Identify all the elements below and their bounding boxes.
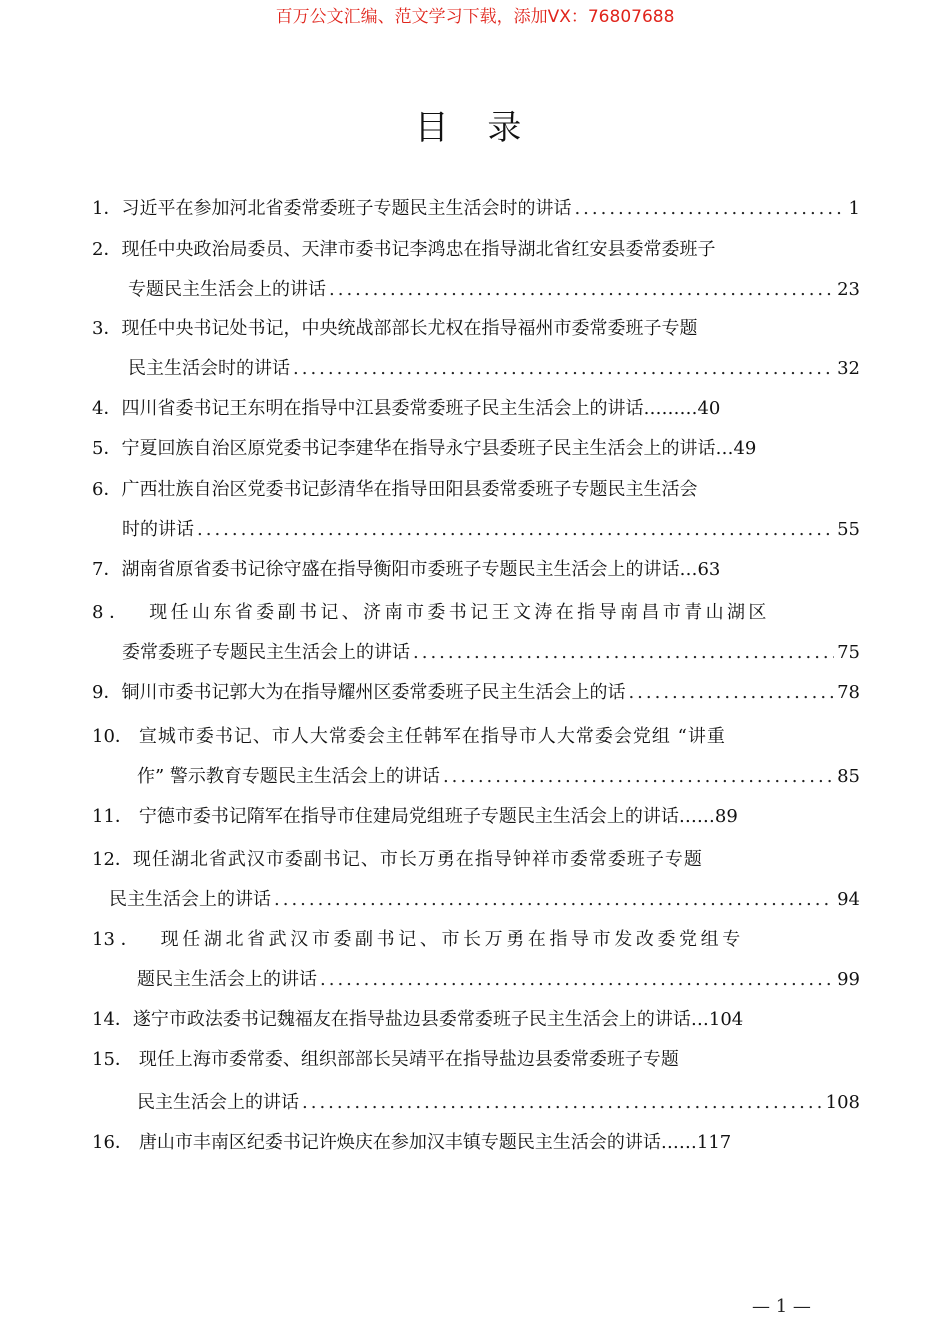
entry-page: 108	[825, 1092, 860, 1113]
entry-number: 12．	[92, 849, 133, 870]
toc-entry-9[interactable]	[92, 681, 860, 705]
ellipsis-leader: …	[679, 559, 698, 580]
entry-title-cont: 专题民主生活会上的讲话	[128, 279, 326, 300]
dot-leader	[443, 765, 834, 789]
entry-page: 32	[837, 358, 860, 379]
toc-entry-12[interactable]	[92, 848, 703, 872]
entry-title: 现任山东省委副书记、济南市委书记王文涛在指导南昌市青山湖区	[149, 602, 770, 623]
dot-leader	[302, 1091, 823, 1115]
entry-number: 4．	[92, 398, 122, 419]
toc-entry-2[interactable]	[92, 238, 715, 262]
entry-title: 现任中央书记处书记，中央统战部部长尤权在指导福州市委常委班子专题	[121, 318, 698, 339]
toc-entry-2-cont[interactable]	[128, 278, 860, 302]
toc-entry-8-cont[interactable]	[122, 641, 860, 665]
toc-entry-10[interactable]	[92, 725, 726, 749]
entry-page: 1	[848, 198, 860, 219]
toc-entry-6-cont[interactable]	[122, 518, 860, 542]
entry-title: 现任上海市委常委、组织部部长吴靖平在指导盐边县委常委班子专题	[138, 1049, 679, 1070]
toc-entry-14[interactable]	[92, 1008, 743, 1032]
dot-leader	[320, 968, 834, 992]
entry-number: 11．	[92, 806, 133, 827]
entry-page: 99	[837, 969, 860, 990]
entry-title-cont: 民主生活会上的讲话	[109, 889, 271, 910]
entry-page: 78	[837, 682, 860, 703]
toc-entry-10-cont[interactable]	[137, 765, 860, 789]
ellipsis-leader: …	[715, 438, 734, 459]
entry-number: 13 ．	[92, 929, 139, 950]
dot-leader	[413, 641, 834, 665]
dot-leader	[197, 518, 834, 542]
toc-entry-16[interactable]	[92, 1131, 731, 1155]
toc-entry-13-cont[interactable]	[137, 968, 860, 992]
entry-page: 63	[697, 559, 721, 580]
entry-page: 40	[697, 398, 721, 419]
dot-leader	[293, 357, 834, 381]
dot-leader	[574, 197, 845, 221]
toc-entry-1[interactable]	[92, 197, 860, 221]
entry-number: 16．	[92, 1132, 133, 1153]
entry-title: 唐山市丰南区纪委书记许焕庆在参加汉丰镇专题民主生活会的讲话	[138, 1132, 661, 1153]
entry-title-cont: 作” 警示教育专题民主生活会上的讲话	[137, 766, 440, 787]
entry-page: 89	[714, 806, 738, 827]
page-title: 目 录	[414, 108, 536, 148]
entry-title: 宁德市委书记隋军在指导市住建局党组班子专题民主生活会上的讲话	[138, 806, 679, 827]
entry-title-cont: 民主生活会时的讲话	[128, 358, 290, 379]
entry-number: 6．	[92, 479, 122, 500]
toc-entry-5[interactable]	[92, 437, 756, 461]
entry-number: 1．	[92, 198, 122, 219]
entry-page: 75	[837, 642, 860, 663]
entry-title: 湖南省原省委书记徐守盛在指导衡阳市委班子专题民主生活会上的讲话	[121, 559, 680, 580]
entry-page: 55	[837, 519, 860, 540]
entry-title: 现任湖北省武汉市委副书记、市长万勇在指导钟祥市委常委班子专题	[132, 849, 703, 870]
entry-page: 49	[733, 438, 757, 459]
toc-entry-3[interactable]	[92, 317, 697, 341]
entry-number: 15．	[92, 1049, 133, 1070]
entry-number: 3．	[92, 318, 122, 339]
entry-number: 9．	[92, 682, 122, 703]
dot-leader	[628, 681, 834, 705]
entry-number: 8 ．	[92, 602, 128, 623]
toc-entry-6[interactable]	[92, 478, 697, 502]
entry-page: 85	[837, 766, 860, 787]
toc-entry-4[interactable]	[92, 397, 720, 421]
entry-title: 宣城市委书记、市人大常委会主任韩军在指导市人大常委会党组 “讲重	[138, 726, 726, 747]
ellipsis-leader: ……	[678, 806, 715, 827]
page-number: — 1 —	[752, 1296, 811, 1317]
entry-page: 117	[696, 1132, 732, 1153]
ellipsis-leader: ……	[660, 1132, 697, 1153]
ellipsis-leader: …	[690, 1009, 709, 1030]
watermark-banner: 百万公文汇编、范文学习下载，添加VX：76807688	[275, 7, 675, 27]
entry-title: 习近平在参加河北省委常委班子专题民主生活会时的讲话	[121, 198, 572, 219]
entry-title-cont: 委常委班子专题民主生活会上的讲话	[122, 642, 410, 663]
entry-title: 现任中央政治局委员、天津市委书记李鸿忠在指导湖北省红安县委常委班子	[121, 239, 716, 260]
entry-number: 5．	[92, 438, 122, 459]
ellipsis-leader: ………	[643, 398, 698, 419]
toc-entry-13[interactable]	[92, 928, 744, 952]
dot-leader	[329, 278, 834, 302]
dot-leader	[274, 888, 834, 912]
toc-entry-11[interactable]	[92, 805, 738, 829]
toc-entry-15[interactable]	[92, 1048, 679, 1072]
entry-title: 铜川市委书记郭大为在指导耀州区委常委班子民主生活会上的话	[121, 682, 626, 703]
entry-title-cont: 民主生活会上的讲话	[137, 1092, 299, 1113]
entry-number: 2．	[92, 239, 122, 260]
entry-title: 宁夏回族自治区原党委书记李建华在指导永宁县委班子民主生活会上的讲话	[121, 438, 716, 459]
entry-number: 14．	[92, 1009, 133, 1030]
toc-entry-12-cont[interactable]	[109, 888, 860, 912]
entry-title-cont: 题民主生活会上的讲话	[137, 969, 317, 990]
entry-number: 10．	[92, 726, 133, 747]
entry-title: 遂宁市政法委书记魏福友在指导盐边县委常委班子民主生活会上的讲话	[132, 1009, 691, 1030]
toc-entry-15-cont[interactable]	[137, 1091, 860, 1115]
toc-entry-3-cont[interactable]	[128, 357, 860, 381]
entry-page: 23	[837, 279, 860, 300]
entry-title: 广西壮族自治区党委书记彭清华在指导田阳县委常委班子专题民主生活会	[121, 479, 698, 500]
entry-title-cont: 时的讲话	[122, 519, 194, 540]
entry-title: 现任湖北省武汉市委副书记、市长万勇在指导市发改委党组专	[160, 929, 744, 950]
entry-title: 四川省委书记王东明在指导中江县委常委班子民主生活会上的讲话	[121, 398, 644, 419]
entry-page: 94	[837, 889, 860, 910]
entry-number: 7．	[92, 559, 122, 580]
entry-page: 104	[708, 1009, 744, 1030]
toc-entry-7[interactable]	[92, 558, 720, 582]
toc-entry-8[interactable]	[92, 601, 770, 625]
